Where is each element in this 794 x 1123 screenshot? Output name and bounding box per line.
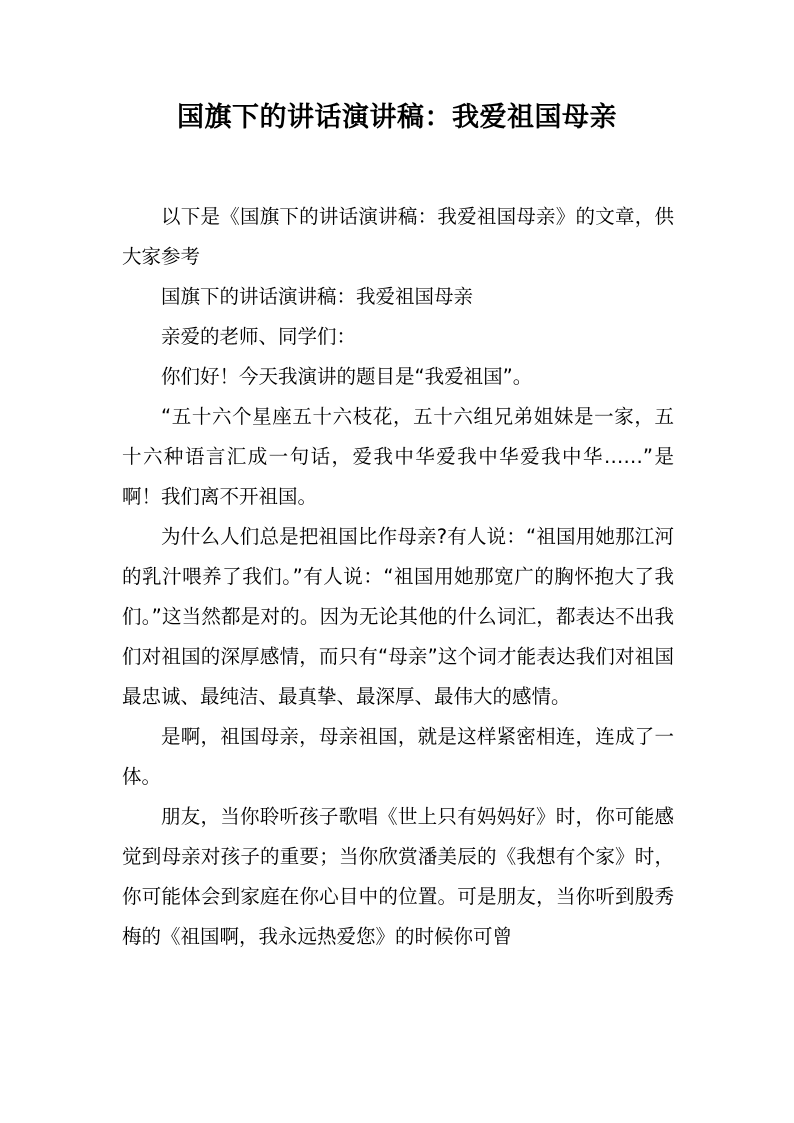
- mother-metaphor-paragraph: 为什么人们总是把祖国比作母亲?有人说：“祖国用她那江河的乳汁喂养了我们。”有人说：“祖国用她那宽广的胸怀抱大了我们。”这当然都是对的。因为无论其他的什么词汇，都表达不出我们对祖国的深厚感情，而只有“母亲”这个词才能表达我们对祖国最忠诚、最纯洁、最真挚、最深厚、最伟大的感情。: [122, 525, 674, 708]
- document-title: 国旗下的讲话演讲稿：我爱祖国母亲: [177, 102, 617, 133]
- intro-paragraph: 以下是《国旗下的讲话演讲稿：我爱祖国母亲》的文章，供大家参考: [122, 205, 674, 268]
- document-body: [122, 197, 674, 957]
- speech-title-paragraph: 国旗下的讲话演讲稿：我爱祖国母亲: [161, 285, 474, 308]
- greeting-paragraph: 你们好！今天我演讲的题目是“我爱祖国”。: [161, 365, 533, 388]
- songs-paragraph: 朋友，当你聆听孩子歌唱《世上只有妈妈好》时，你可能感觉到母亲对孩子的重要；当你欣赏潘美辰的《我想有个家》时，你可能体会到家庭在你心目中的位置。可是朋友，当你听到殷秀梅的《祖国啊，我永远热爱您》的时候你可曾: [122, 805, 674, 948]
- salutation-paragraph: 亲爱的老师、同学们：: [161, 325, 357, 348]
- song-quote-paragraph: “五十六个星座五十六枝花，五十六组兄弟姐妹是一家，五十六种语言汇成一句话，爱我中华爱我中华爱我中华……”是啊！我们离不开祖国。: [122, 405, 674, 508]
- connection-paragraph: 是啊，祖国母亲，母亲祖国，就是这样紧密相连，连成了一体。: [122, 725, 674, 788]
